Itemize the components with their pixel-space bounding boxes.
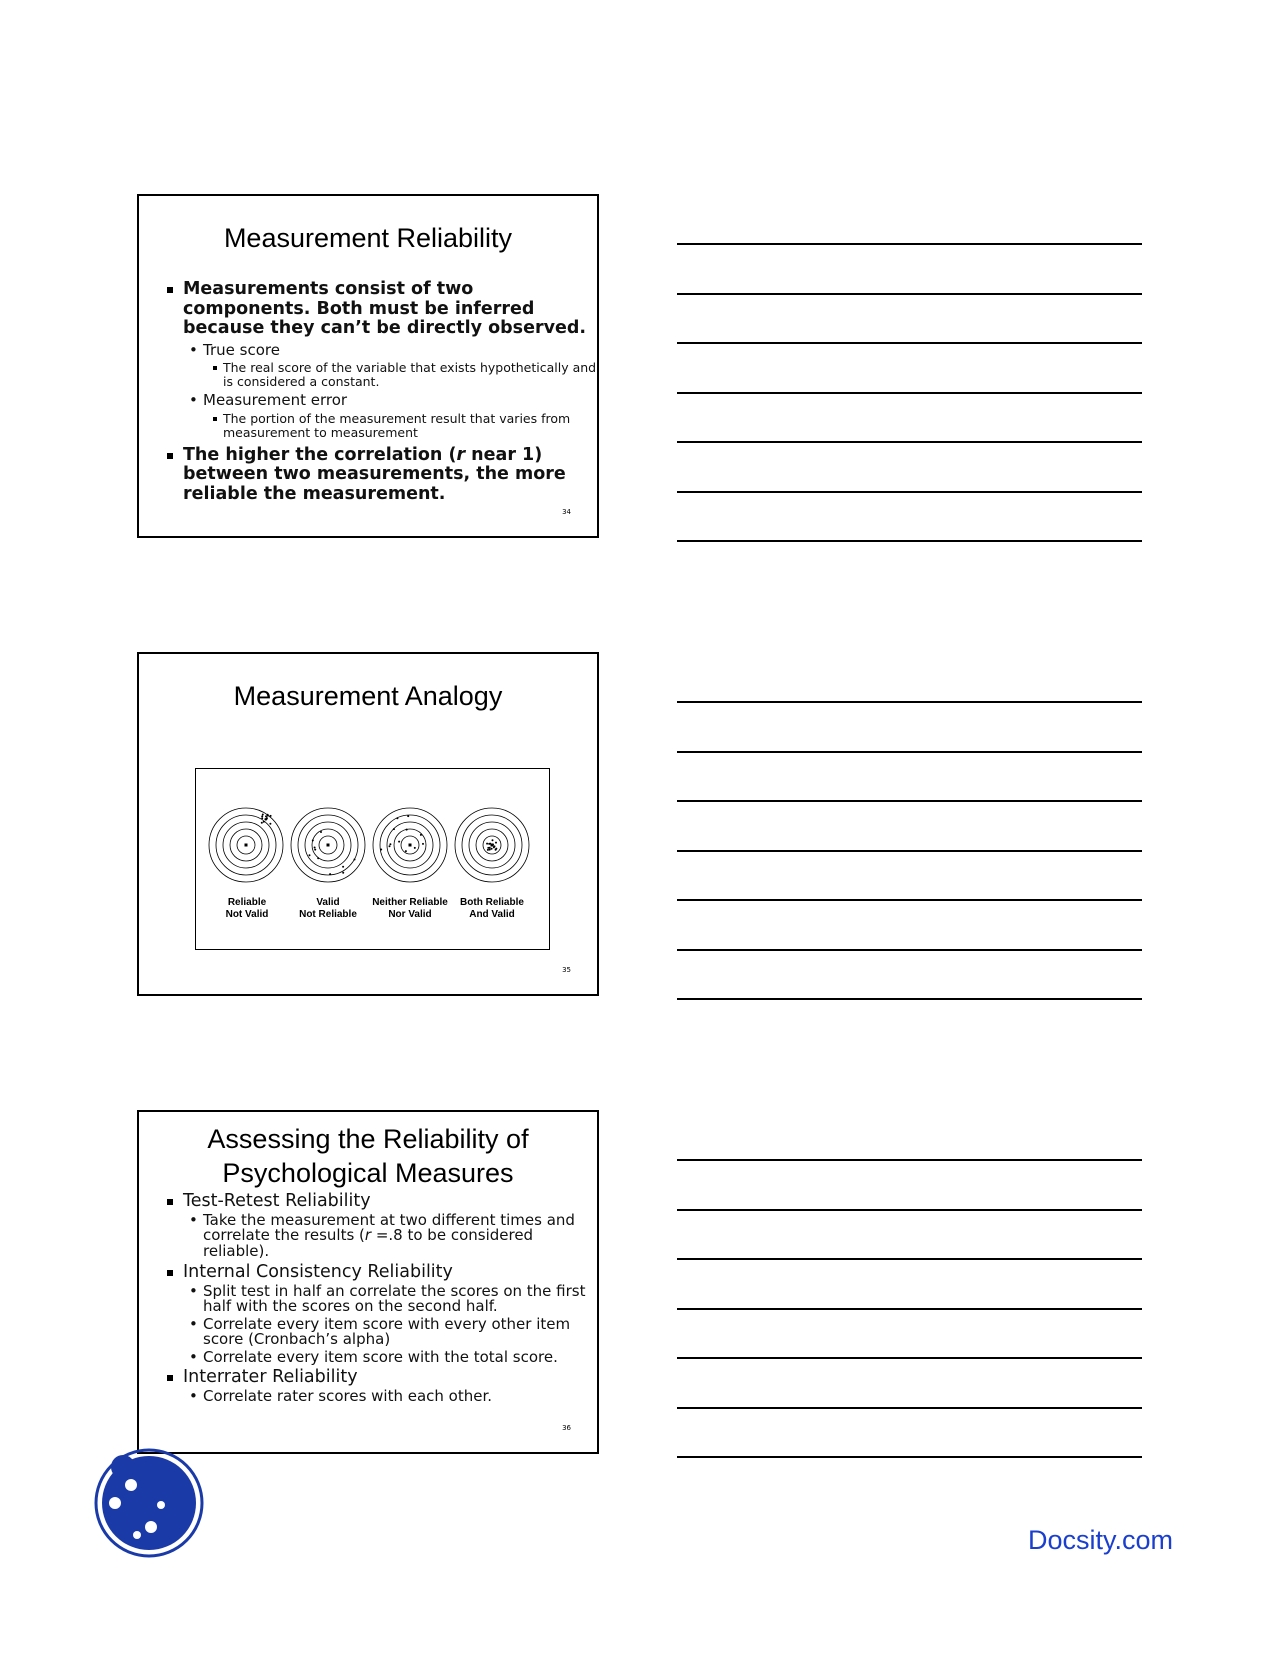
note-line	[677, 243, 1142, 245]
shot-dot	[393, 828, 395, 830]
shot-dot	[495, 848, 497, 850]
slide-measurement-reliability	[137, 194, 599, 538]
note-line	[677, 850, 1142, 852]
bullet-item: • Correlate every item score with the total score.	[139, 1350, 597, 1366]
shot-dot	[329, 873, 331, 875]
slide-number: 36	[562, 1424, 571, 1432]
note-line	[677, 342, 1142, 344]
docsity-logo-icon	[93, 1447, 205, 1559]
shot-dot	[407, 815, 409, 817]
note-line	[677, 441, 1142, 443]
bullet-item: • True score	[139, 343, 597, 359]
shot-dot	[312, 839, 314, 841]
shot-dot	[406, 829, 408, 831]
shot-dot	[262, 814, 264, 816]
note-line	[677, 1357, 1142, 1359]
shot-dot	[270, 815, 272, 817]
shot-dot	[495, 842, 497, 844]
bullet-item: • Correlate rater scores with each other.	[139, 1389, 597, 1405]
slide-number: 34	[562, 508, 571, 516]
shot-dot	[317, 857, 319, 859]
note-line	[677, 1159, 1142, 1161]
note-line	[677, 949, 1142, 951]
slide-title: Measurement Reliability	[223, 223, 513, 253]
note-line	[677, 701, 1142, 703]
target-analogy-figure	[195, 768, 550, 950]
shot-dot	[487, 849, 489, 851]
shot-dot	[405, 850, 407, 852]
notes-lines-3	[677, 1159, 1142, 1506]
shot-dot	[261, 817, 263, 819]
shot-dot	[263, 821, 265, 823]
notes-lines-2	[677, 701, 1142, 1048]
note-line	[677, 1209, 1142, 1211]
shot-dot	[420, 834, 422, 836]
shot-dot	[396, 817, 398, 819]
slide-measurement-analogy	[137, 652, 599, 996]
note-line	[677, 998, 1142, 1000]
docsity-brand-text: Docsity.com	[1028, 1525, 1174, 1555]
note-line	[677, 293, 1142, 295]
bullet-item: Internal Consistency Reliability	[139, 1263, 597, 1283]
shot-dot	[414, 847, 416, 849]
shot-dot	[389, 845, 391, 847]
shot-dot	[491, 848, 493, 850]
shot-dot	[488, 843, 490, 845]
shot-dot	[489, 849, 491, 851]
shot-dot	[354, 859, 356, 861]
shot-dot	[486, 843, 488, 845]
note-line	[677, 392, 1142, 394]
bullet-item: Measurements consist of two components. Both must be inferred because they can’t be directly observed.	[139, 280, 597, 339]
shot-dot	[398, 841, 400, 843]
targets-drawing	[196, 769, 551, 951]
shot-dot	[380, 849, 382, 851]
shot-dot	[342, 872, 344, 874]
shot-dot	[261, 815, 263, 817]
target-bullseye	[327, 844, 330, 847]
target-bullseye	[245, 844, 248, 847]
bullet-list	[139, 1192, 597, 1404]
target-label: Valid Not Reliable	[299, 897, 357, 920]
bullet-item: The higher the correlation (r near 1) between two measurements, the more reliable the measurement.	[139, 446, 597, 505]
shot-dot	[261, 822, 263, 824]
notes-lines-1	[677, 243, 1142, 590]
shot-dot	[320, 831, 322, 833]
shot-dot	[422, 843, 424, 845]
shot-dot	[269, 823, 271, 825]
bullet-item: • Split test in half an correlate the scores on the first half with the scores on the second half.	[139, 1284, 597, 1315]
target-label: Reliable Not Valid	[225, 897, 269, 920]
note-line	[677, 751, 1142, 753]
shot-dot	[314, 847, 316, 849]
shot-dot	[492, 844, 494, 846]
bullet-item: Interrater Reliability	[139, 1368, 597, 1388]
shot-dot	[493, 846, 495, 848]
note-line	[677, 899, 1142, 901]
shot-dot	[492, 839, 494, 841]
slide-assessing-reliability	[137, 1110, 599, 1454]
note-line	[677, 491, 1142, 493]
note-line	[677, 1456, 1142, 1458]
bullet-item: Test-Retest Reliability	[139, 1192, 597, 1212]
note-line	[677, 1407, 1142, 1409]
shot-dot	[265, 815, 267, 817]
note-line	[677, 1258, 1142, 1260]
shot-dot	[314, 849, 316, 851]
bullet-item: • Correlate every item score with every other item score (Cronbach’s alpha)	[139, 1317, 597, 1348]
shot-dot	[389, 843, 391, 845]
target-bullseye	[409, 844, 412, 847]
target-label: Neither Reliable Nor Valid	[372, 897, 448, 920]
note-line	[677, 800, 1142, 802]
shot-dot	[266, 818, 268, 820]
shot-dot	[487, 847, 489, 849]
bullet-item: • Measurement error	[139, 393, 597, 409]
slide-title: Assessing the Reliability of Psychological Measures	[207, 1124, 529, 1188]
shot-dot	[309, 854, 311, 856]
bullet-item: The real score of the variable that exists hypothetically and is considered a constant.	[139, 361, 597, 389]
shot-dot	[267, 815, 269, 817]
bullet-list	[139, 280, 597, 504]
bullet-item: The portion of the measurement result that varies from measurement to measurement	[139, 412, 597, 440]
bullet-item: • Take the measurement at two different times and correlate the results (r =.8 to be considered reliable).	[139, 1213, 597, 1260]
note-line	[677, 1308, 1142, 1310]
shot-dot	[342, 866, 344, 868]
slide-number: 35	[562, 966, 571, 974]
slide-title: Measurement Analogy	[233, 681, 503, 711]
note-line	[677, 540, 1142, 542]
target-label: Both Reliable And Valid	[460, 897, 524, 920]
